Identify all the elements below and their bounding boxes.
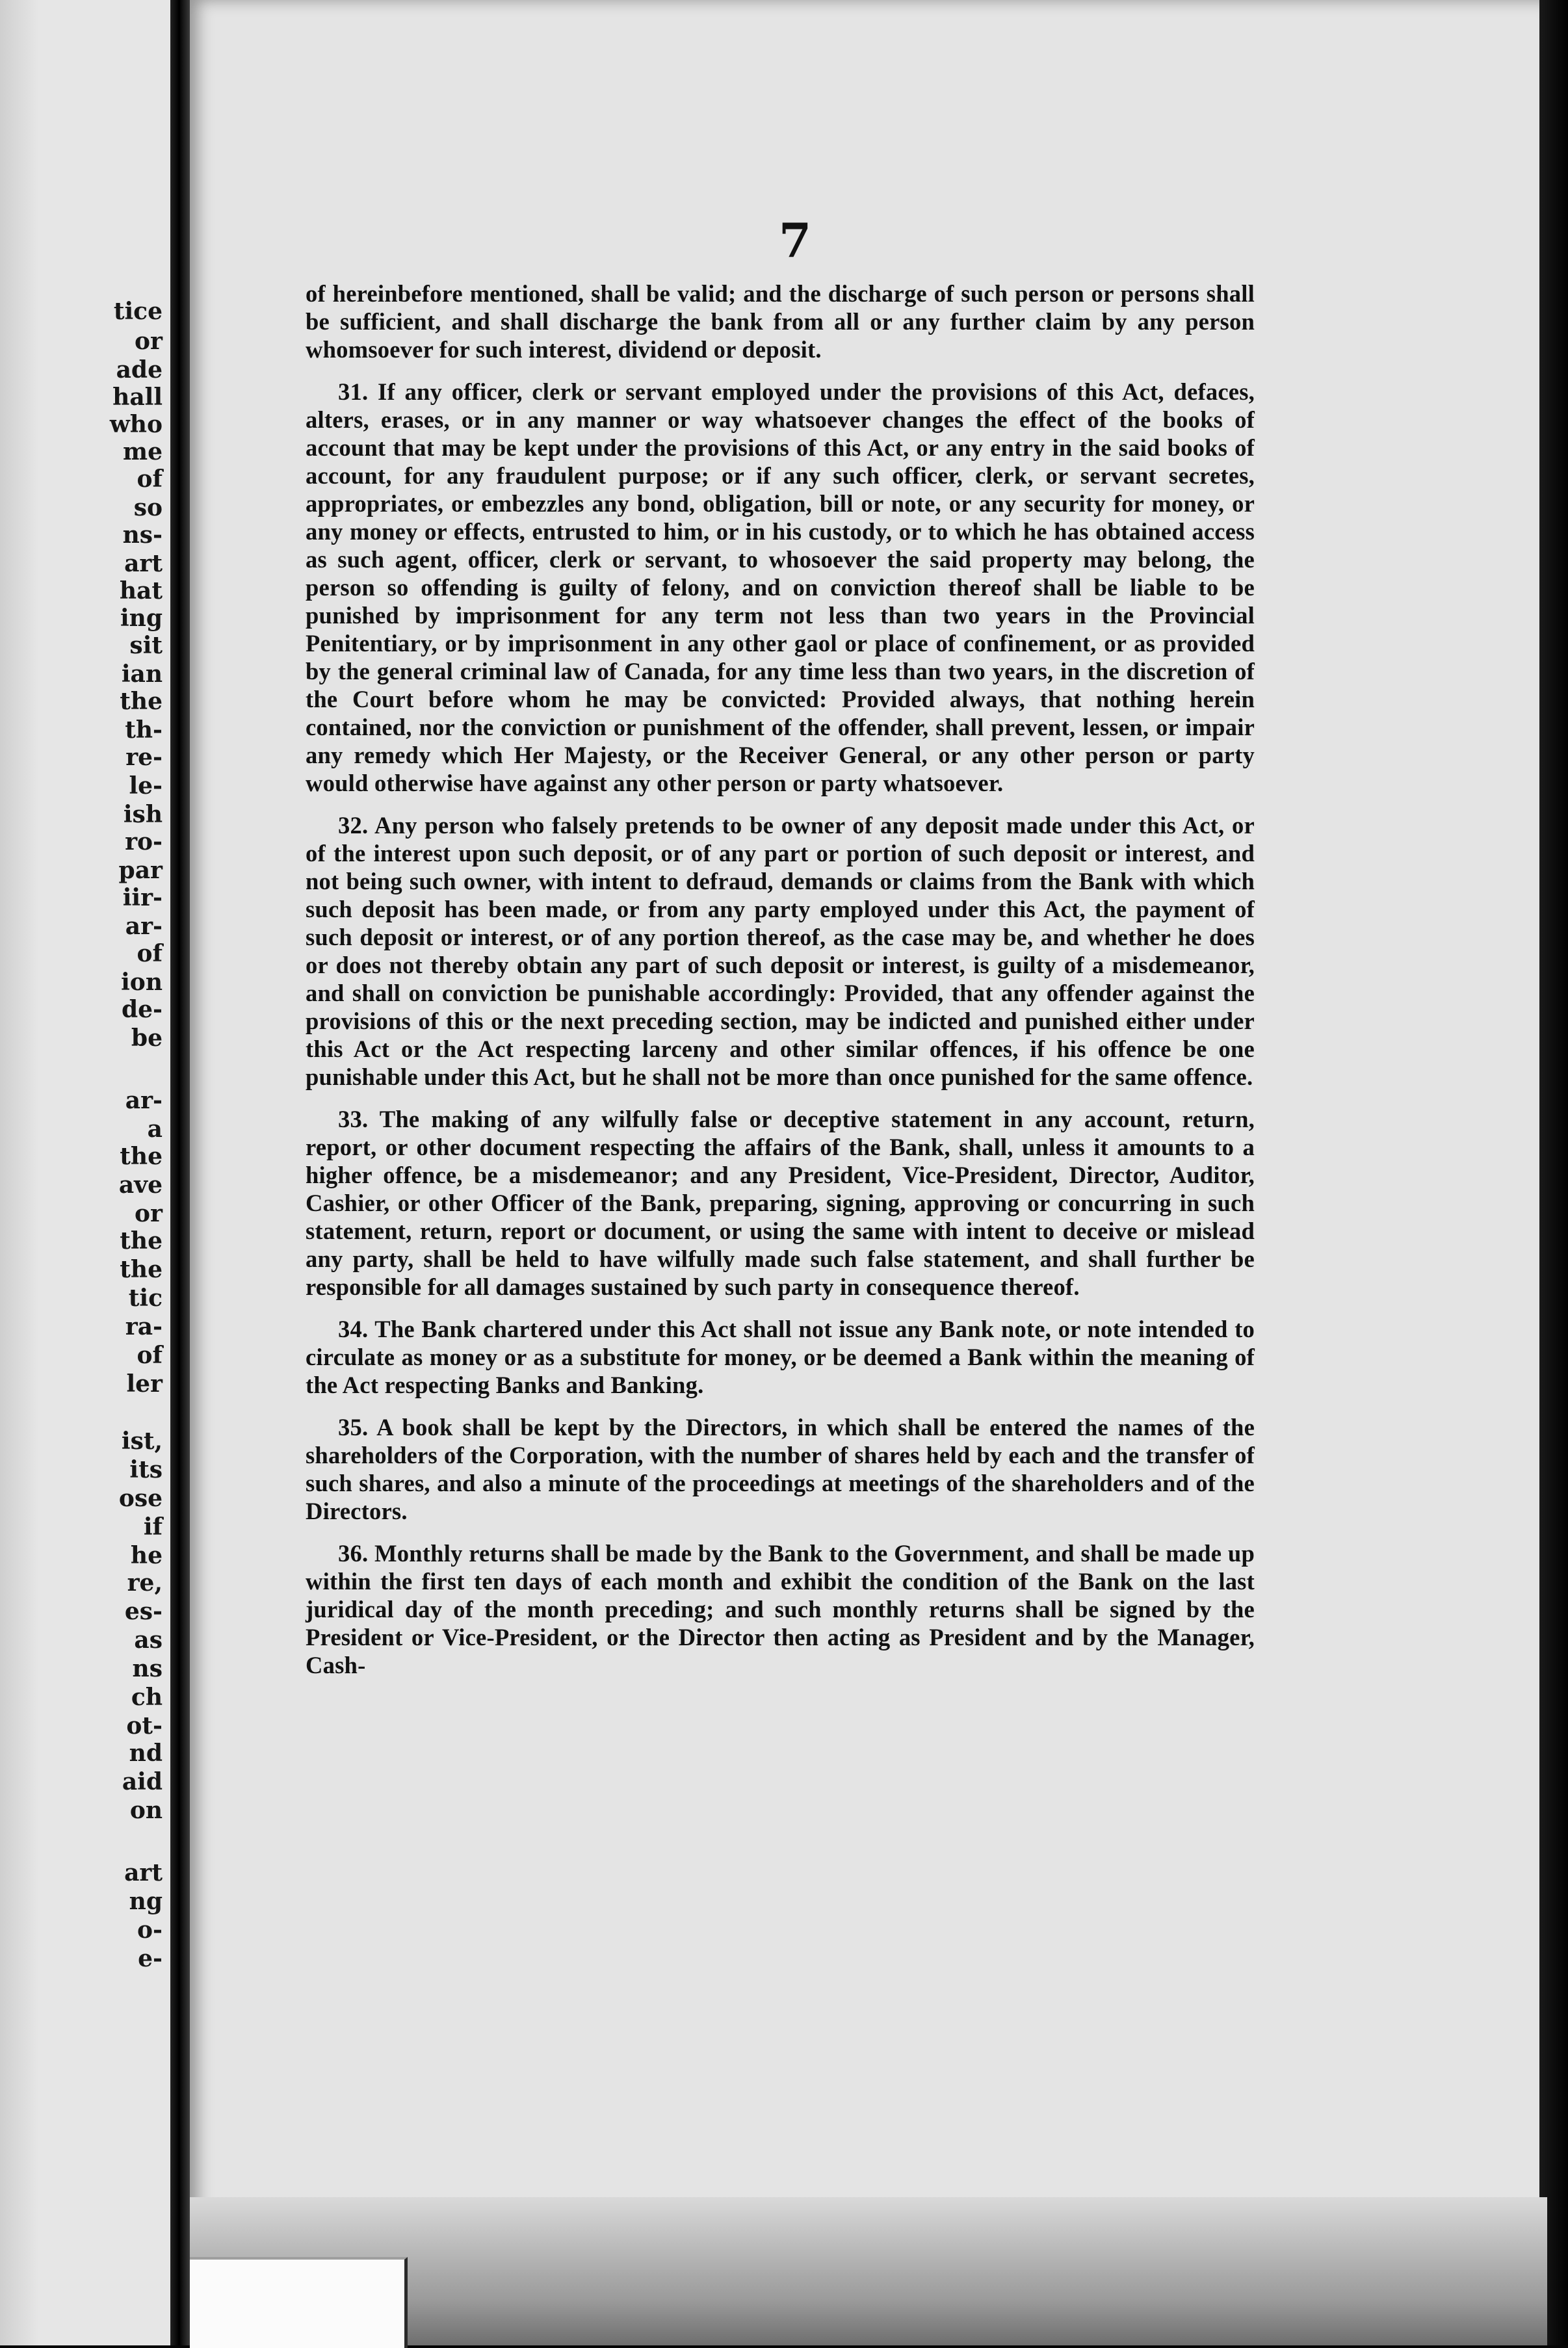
left-page-fragment: as xyxy=(134,1626,163,1654)
left-page-fragment: ro- xyxy=(125,828,163,855)
left-page-fragment: hall xyxy=(112,384,163,411)
left-page-fragment: a xyxy=(147,1115,163,1143)
left-page-fragment: tice xyxy=(113,298,163,325)
section-number: 33. xyxy=(338,1106,369,1132)
left-page-fragment: hat xyxy=(119,577,163,605)
left-page-fragment: be xyxy=(131,1024,163,1052)
section-number: 35. xyxy=(338,1414,369,1441)
opening-paragraph: of hereinbefore mentioned, shall be valid; and the discharge of such person or persons shall be sufficient, and shall discharge the bank from all or any further claim by any person whomsoever for such interest, dividend or deposit. xyxy=(306,280,1255,363)
left-page-fragment: ion xyxy=(121,969,163,996)
left-page-fragment: ave xyxy=(118,1171,163,1199)
page-right-edge xyxy=(1539,0,1568,2345)
left-page-fragment: of xyxy=(137,465,163,493)
left-page-fragment: o- xyxy=(137,1916,163,1944)
left-page-text-fragments xyxy=(7,0,163,2345)
left-page-fragment: ns- xyxy=(122,521,163,549)
left-page-fragment: tic xyxy=(128,1285,163,1312)
section-text: A book shall be kept by the Directors, in which shall be entered the names of the shareholders of the Corporation, with the number of shares held by each and the transfer of such shares, and also a minute of the proceedings at meetings of the shareholders and of the Directors. xyxy=(306,1414,1255,1524)
left-page-fragment: ar- xyxy=(125,1087,163,1114)
left-page-fragment: me xyxy=(123,438,163,465)
section-text: Monthly returns shall be made by the Bank to the Government, and shall be made up within the first ten days of each month and exhibit the condition of the Bank on the last juridical day of the month preceding; and such monthly returns shall be signed by the President or Vice-President, or the Director then acting as President and by the Manager, Cash- xyxy=(306,1540,1255,1678)
left-page-fragment: ade xyxy=(116,356,163,384)
left-page-fragment: ler xyxy=(126,1370,163,1398)
left-page-fragment: nd xyxy=(129,1740,163,1767)
section-number: 34. xyxy=(338,1316,369,1342)
left-page-fragment: de- xyxy=(121,996,163,1023)
section-text: The making of any wilfully false or deceptive statement in any account, return, report, or other document respecting the affairs of the Bank, shall, unless it amounts to a higher offence, be a misdemeanor; and any President, Vice-President, Director, Auditor, Cashier, or other Officer of the Bank, preparing, signing, approving or concurring in such statement, return, report or document, or using the same with intent to deceive or mislead any party, shall be held to have wilfully made such false statement, and shall further be responsible for all damages sustained by such party in consequence thereof. xyxy=(306,1106,1255,1300)
section-number: 32. xyxy=(338,812,369,839)
left-page-fragment: ing xyxy=(120,605,163,632)
left-page-fragment: ose xyxy=(118,1485,163,1512)
left-page-fragment: he xyxy=(130,1542,163,1569)
left-page-fragment: or xyxy=(135,1200,163,1227)
left-page-fragment: so xyxy=(133,494,163,521)
section-paragraph xyxy=(306,1105,1255,1301)
left-page-fragment: if xyxy=(143,1513,163,1541)
section-text: Any person who falsely pretends to be owner of any deposit made under this Act, or of the interest upon such deposit, or of any part or portion of such deposit or interest, and not being such owner, with intent to defraud, demands or claims from the Bank with which such deposit has been made, or from any party employed under this Act, the payment of such deposit or interest, or of any portion thereof, as the case may be, and whether he does or does not thereby obtain any part of such deposit or interest, is guilty of a misdemeanor, and shall on conviction be punishable accordingly: Provided, that any offender against the provisions of this or the next preceding section, may be indicted and punished either under this Act or the Act respecting larceny and other similar offences, if his offence be one punishable under this Act, but he shall not be more than once punished for the same offence. xyxy=(306,812,1255,1090)
left-page-fragment: ch xyxy=(131,1684,163,1711)
left-page-fragment: th- xyxy=(125,716,163,744)
left-page-fragment: le- xyxy=(129,772,163,800)
left-page-fragment: aid xyxy=(122,1768,163,1795)
left-page-fragment: ot- xyxy=(126,1712,163,1740)
left-page-fragment: es- xyxy=(124,1598,163,1625)
section-paragraph xyxy=(306,1315,1255,1399)
left-page-fragment: re, xyxy=(127,1569,163,1597)
section-paragraph xyxy=(306,1539,1255,1679)
left-page-fragment: e- xyxy=(138,1945,163,1972)
section-text: The Bank chartered under this Act shall not issue any Bank note, or note intended to circulate as money or as a substitute for money, or be deemed a Bank within the meaning of the Act respecting Banks and Banking. xyxy=(306,1316,1255,1398)
section-number: 31. xyxy=(338,378,369,405)
left-page-fragment: sit xyxy=(129,632,163,659)
left-page-fragment: the xyxy=(120,1256,163,1283)
left-page-fragment: or xyxy=(135,328,163,355)
section-number: 36. xyxy=(338,1540,369,1567)
left-page-fragment: par xyxy=(118,857,163,884)
left-page-fragment: art xyxy=(124,1859,163,1886)
left-facing-page xyxy=(0,0,170,2345)
section-paragraph xyxy=(306,378,1255,797)
left-page-fragment: who xyxy=(109,411,163,438)
left-page-fragment: ist, xyxy=(121,1428,163,1455)
left-page-fragment: the xyxy=(120,688,163,715)
left-page-fragment: art xyxy=(124,550,163,577)
left-page-fragment: of xyxy=(137,940,163,967)
left-page-fragment: of xyxy=(137,1342,163,1369)
gutter-line xyxy=(178,0,180,2345)
left-page-fragment: ng xyxy=(129,1888,163,1915)
left-page-fragment: ra- xyxy=(125,1313,163,1340)
section-paragraph xyxy=(306,811,1255,1091)
left-page-fragment: ar- xyxy=(125,913,163,940)
left-page-fragment: ns xyxy=(132,1655,163,1682)
book-gutter xyxy=(170,0,190,2345)
page-number: 7 xyxy=(779,213,812,268)
section-paragraph xyxy=(306,1413,1255,1525)
left-page-fragment: its xyxy=(129,1456,163,1483)
left-page-fragment: re- xyxy=(125,744,163,771)
left-page-fragment: ish xyxy=(123,801,163,828)
paper-slip xyxy=(190,2257,408,2348)
left-page-fragment: on xyxy=(129,1797,163,1824)
left-page-fragment: ian xyxy=(121,660,163,688)
left-page-fragment: the xyxy=(120,1143,163,1170)
sections-list xyxy=(306,378,1255,1679)
section-text: If any officer, clerk or servant employed under the provisions of this Act, defaces, alters, erases, or in any manner or way whatsoever changes the effect of the books of account that may be kept under the provisions of this Act, or any entry in the said books of account, for any fraudulent purpose; or if any such officer, clerk, or servant secretes, appropriates, or embezzles any bond, obligation, bill or note, or any security for money, or any money or effects, entrusted to him, or in his custody, or to which he has obtained access as such agent, officer, clerk or servant, to whosoever the said property may belong, the person so offending is guilty of felony, and on conviction thereof shall be liable to be punished by imprisonment for any term not less than two years in the Provincial Penitentiary, or by imprisonment in any other gaol or place of confinement, or as provided by the general criminal law of Canada, for any time less than two years, in the discretion of the Court before whom he may be convicted: Provided always, that nothing herein contained, nor the conviction or punishment of the offender, shall prevent, lessen, or impair any remedy which Her Majesty, or the Receiver General, or any other person or party would otherwise have against any other person or party whatsoever. xyxy=(306,378,1255,796)
page-body-text xyxy=(306,280,1255,1693)
left-page-fragment: iir- xyxy=(122,884,163,911)
left-page-fragment: the xyxy=(120,1227,163,1255)
